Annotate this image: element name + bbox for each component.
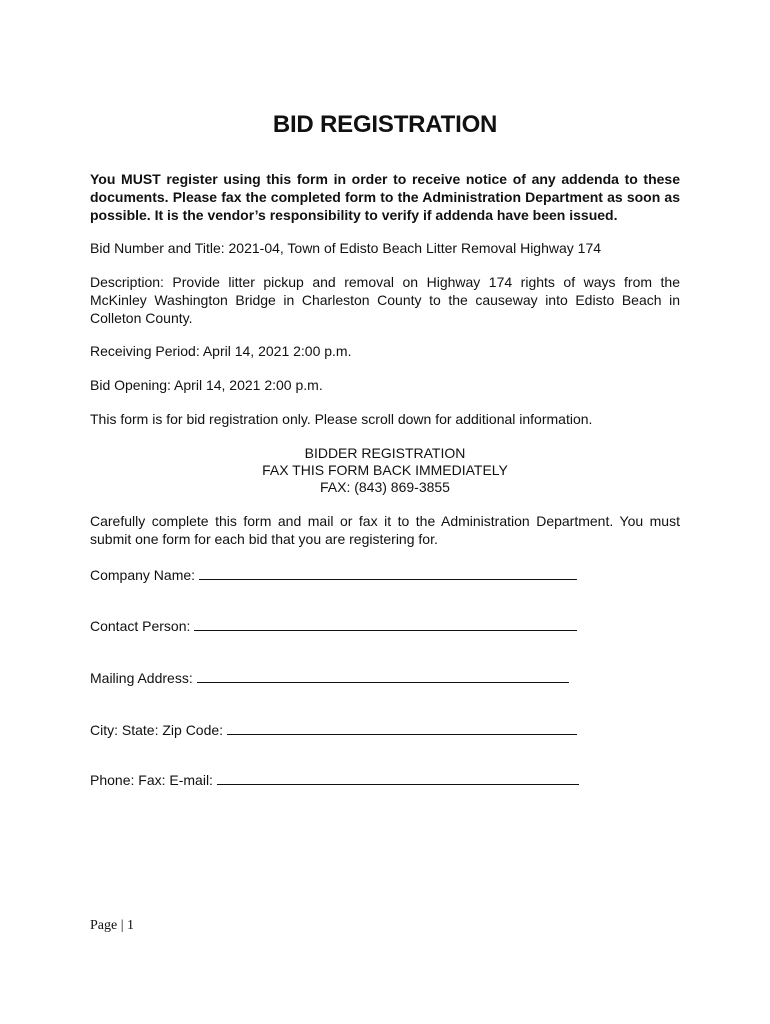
phone-fax-email-label: Phone: Fax: E-mail: (90, 772, 213, 788)
company-name-blank[interactable] (199, 565, 577, 580)
mailing-address-blank[interactable] (197, 668, 569, 683)
scroll-note: This form is for bid registration only. Please scroll down for additional information. (90, 411, 593, 427)
contact-person-blank[interactable] (194, 616, 577, 631)
registration-notice: You MUST register using this form in order to receive notice of any addenda to these documents. Please fax the completed form to the Administration Department as soon as possible. It is the vendor’s responsibility to verify if addenda have been issued. (90, 171, 680, 223)
bid-opening: Bid Opening: April 14, 2021 2:00 p.m. (90, 377, 323, 393)
phone-fax-email-field[interactable] (90, 770, 579, 789)
company-name-field[interactable] (90, 565, 577, 584)
bid-number-title: Bid Number and Title: 2021-04, Town of Edisto Beach Litter Removal Highway 174 (90, 240, 602, 256)
contact-person-label: Contact Person: (90, 618, 191, 634)
company-name-label: Company Name: (90, 567, 196, 583)
receiving-period: Receiving Period: April 14, 2021 2:00 p.m. (90, 343, 352, 359)
section-heading-fax-number: FAX: (843) 869-3855 (320, 479, 450, 495)
city-state-zip-label: City: State: Zip Code: (90, 722, 224, 738)
mailing-address-field[interactable] (90, 668, 569, 687)
page-number: Page | 1 (90, 918, 135, 933)
phone-fax-email-blank[interactable] (217, 770, 579, 785)
document-title: BID REGISTRATION (272, 111, 498, 138)
section-heading-bidder-registration: BIDDER REGISTRATION (304, 445, 466, 461)
section-heading-fax-back: FAX THIS FORM BACK IMMEDIATELY (262, 462, 508, 478)
form-instructions: Carefully complete this form and mail or fax it to the Administration Department. You must submit one form for each bid that you are registering for. (90, 513, 680, 547)
bid-description: Description: Provide litter pickup and removal on Highway 174 rights of ways from the McKinley Washington Bridge in Charleston County to the causeway into Edisto Beach in Colleton County. (90, 274, 680, 326)
contact-person-field[interactable] (90, 616, 577, 635)
city-state-zip-field[interactable] (90, 720, 577, 739)
city-state-zip-blank[interactable] (227, 720, 577, 735)
mailing-address-label: Mailing Address: (90, 670, 193, 686)
